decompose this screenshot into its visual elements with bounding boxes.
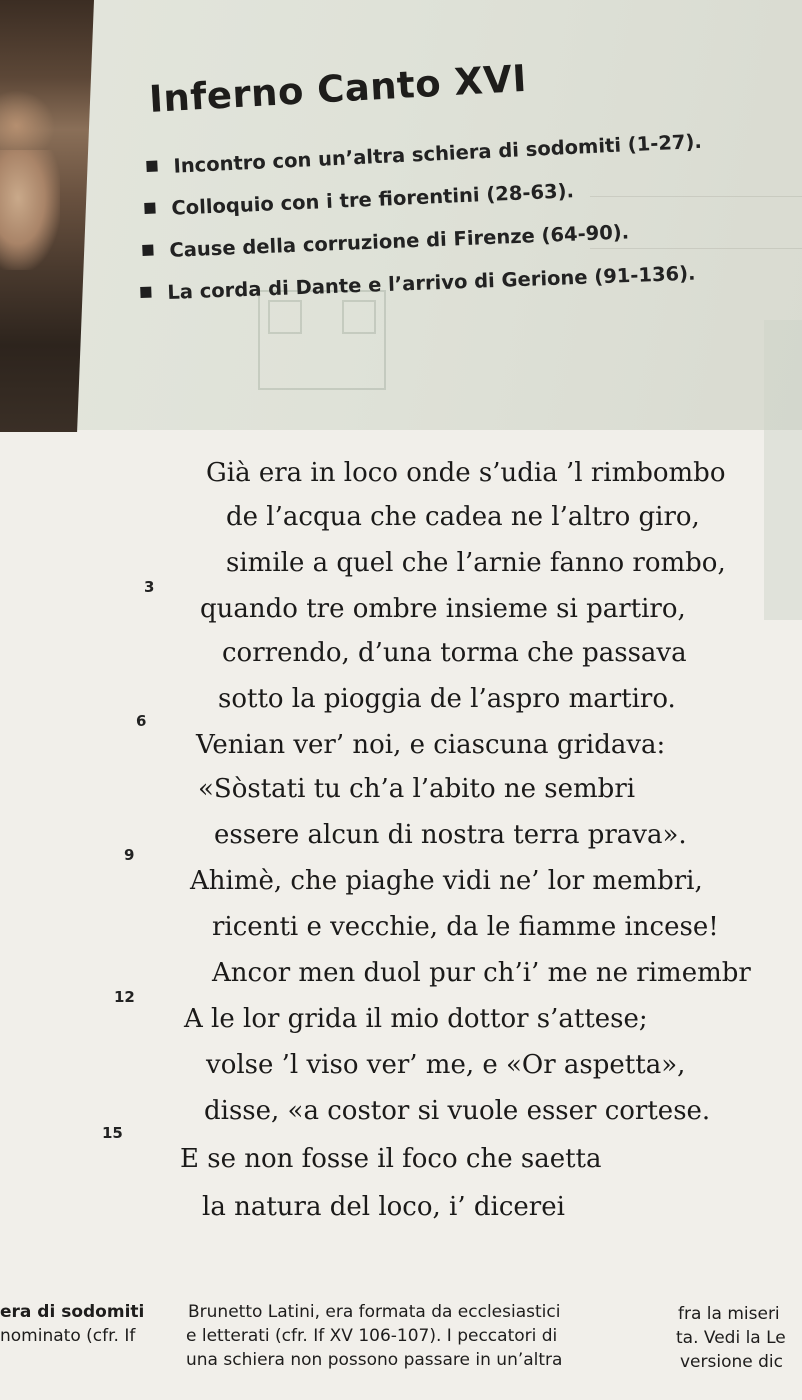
- margin-tint: [764, 320, 802, 620]
- verse-line: Ancor men duol pur ch’i’ me ne rimembr: [212, 958, 751, 988]
- line-number: 3: [144, 578, 155, 596]
- note-right-text: ta. Vedi la Le: [676, 1328, 786, 1348]
- verse-line: ricenti e vecchie, da le fiamme incese!: [212, 912, 719, 942]
- verse-line: Già era in loco onde s’udia ’l rimbombo: [206, 458, 726, 488]
- square-bullet-icon: [140, 287, 151, 298]
- square-bullet-icon: [144, 203, 155, 214]
- painting-figure-head: [0, 90, 55, 150]
- line-number: 6: [136, 712, 147, 730]
- summary-text: La corda di Dante e l’arrivo di Gerione (91-136).: [166, 261, 696, 304]
- note-middle-text: e letterati (cfr. If XV 106-107). I peccatori di: [186, 1326, 558, 1346]
- verse-line: simile a quel che l’arnie fanno rombo,: [226, 548, 726, 578]
- verse-line: essere alcun di nostra terra prava».: [214, 820, 687, 850]
- verse-line: Venian ver’ noi, e ciascuna gridava:: [196, 730, 666, 760]
- note-right-text: versione dic: [680, 1352, 783, 1372]
- summary-text: Incontro con un’altra schiera di sodomiti (1-27).: [172, 129, 703, 178]
- verse-line: correndo, d’una torma che passava: [222, 638, 687, 668]
- summary-text: Colloquio con i tre fiorentini (28-63).: [170, 179, 575, 220]
- verse-line: volse ’l viso ver’ me, e «Or aspetta»,: [206, 1050, 686, 1080]
- square-bullet-icon: [146, 160, 158, 172]
- note-left-term: era di sodomiti: [0, 1302, 145, 1322]
- painting-illustration: [0, 0, 94, 432]
- note-right-text: fra la miseri: [678, 1304, 780, 1324]
- summary-text: Cause della corruzione di Firenze (64-90).: [168, 220, 630, 262]
- line-number: 15: [102, 1124, 123, 1142]
- square-bullet-icon: [142, 245, 153, 256]
- verse-line: «Sòstati tu ch’a l’abito ne sembri: [198, 774, 636, 804]
- verse-line: sotto la pioggia de l’aspro martiro.: [218, 684, 676, 714]
- qr-code-graphic: [258, 290, 386, 390]
- divider: [590, 196, 802, 197]
- note-middle-text: una schiera non possono passare in un’altra: [186, 1350, 563, 1370]
- note-middle-text: Brunetto Latini, era formata da ecclesiastici: [188, 1302, 561, 1322]
- note-left-text: nominato (cfr. If: [0, 1326, 136, 1346]
- verse-line: disse, «a costor si vuole esser cortese.: [204, 1096, 711, 1126]
- page-title: Inferno Canto XVI: [148, 56, 528, 121]
- verse-line: E se non fosse il foco che saetta: [180, 1144, 602, 1174]
- divider: [590, 248, 802, 249]
- verse-line: de l’acqua che cadea ne l’altro giro,: [226, 502, 700, 532]
- verse-line: quando tre ombre insieme si partiro,: [200, 594, 686, 624]
- verse-line: Ahimè, che piaghe vidi ne’ lor membri,: [190, 866, 703, 896]
- painting-figure: [0, 150, 60, 270]
- line-number: 12: [114, 988, 135, 1006]
- line-number: 9: [124, 846, 135, 864]
- verse-line: la natura del loco, i’ dicerei: [202, 1192, 565, 1222]
- verse-line: A le lor grida il mio dottor s’attese;: [184, 1004, 648, 1034]
